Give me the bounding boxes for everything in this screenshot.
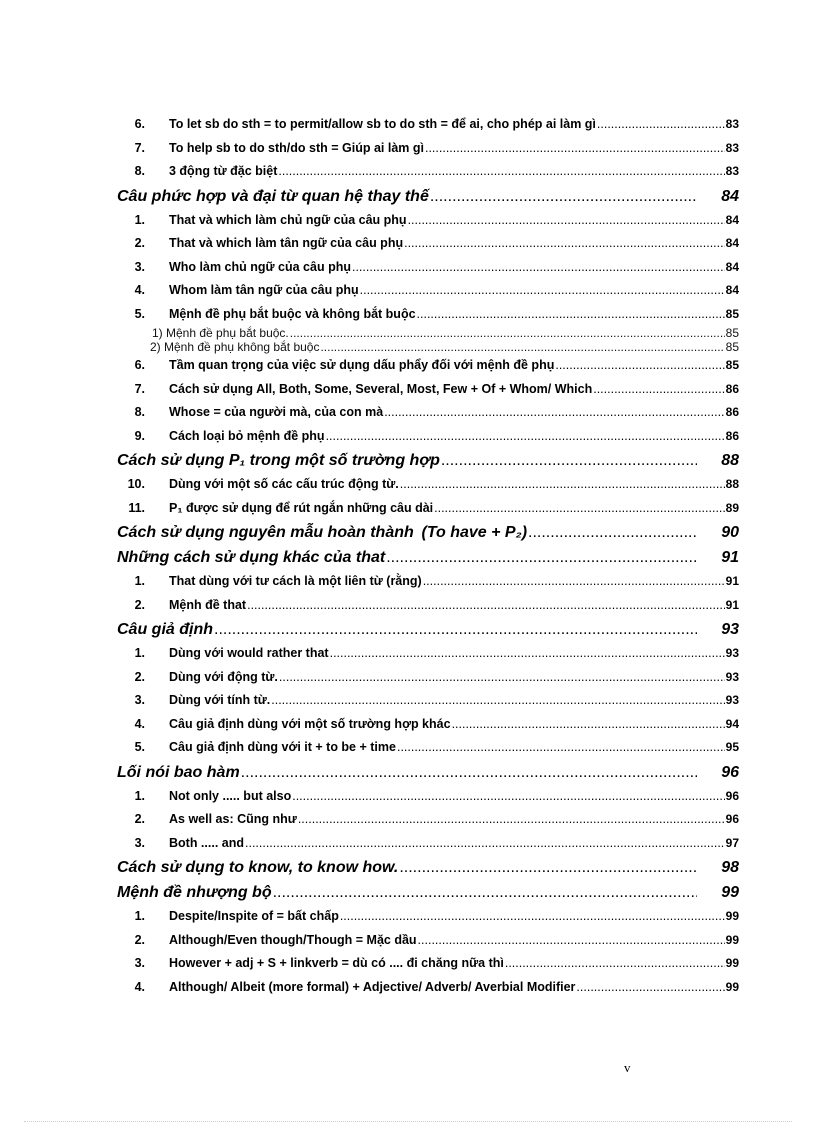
- toc-entry-label: Tầm quan trọng của việc sử dụng dấu phẩy đối với mệnh đề phụ: [169, 358, 555, 372]
- toc-entry-number: 8.: [134, 405, 145, 419]
- dot-leader: [298, 808, 725, 832]
- dot-leader: [214, 617, 697, 642]
- toc-entry-label: As well as: Cũng như: [169, 812, 297, 826]
- toc-entry[interactable]: [117, 473, 739, 497]
- toc-entry-page: 93: [725, 693, 739, 707]
- toc-entry-page: 84: [725, 212, 739, 227]
- dot-leader: [441, 448, 697, 473]
- toc-entry-label: To help sb to do sth/do sth = Giúp ai làm gì: [169, 140, 424, 155]
- toc-entry[interactable]: [117, 570, 739, 594]
- dot-leader: [271, 689, 724, 713]
- toc-section-heading[interactable]: [117, 545, 739, 570]
- dot-leader: [292, 785, 724, 809]
- dot-leader: [593, 378, 724, 402]
- toc-entry-label: Dùng với tính từ.: [169, 693, 271, 707]
- toc-entry-number: 1.: [134, 909, 145, 923]
- dot-leader: [528, 520, 697, 545]
- toc-entry-page: 94: [725, 716, 739, 731]
- toc-entry-page: 84: [725, 259, 739, 274]
- dot-leader: [245, 832, 725, 856]
- toc-entry[interactable]: [117, 976, 739, 1000]
- toc-entry-page: 84: [725, 236, 739, 250]
- toc-entry-label: However + adj + S + linkverb = dù có .... đi chăng nữa thì: [169, 956, 504, 970]
- toc-section-heading[interactable]: [117, 448, 739, 473]
- toc-section-heading[interactable]: [117, 184, 739, 209]
- dot-leader: [241, 760, 697, 785]
- toc-heading-page: 84: [721, 187, 739, 205]
- toc-heading-page: 91: [721, 549, 739, 566]
- page-number: v: [624, 1060, 631, 1075]
- toc-entry-number: 1.: [134, 574, 145, 588]
- toc-entry-label: Mệnh đề that: [169, 597, 247, 612]
- toc-entry-label: Who làm chủ ngữ của câu phụ: [169, 259, 351, 274]
- dot-leader: [399, 855, 697, 880]
- toc-entry-label: 3 động từ đặc biệt: [169, 164, 278, 178]
- toc-subentry-label: 2) Mệnh đề phụ không bắt buộc: [150, 340, 320, 354]
- dot-leader: [597, 113, 725, 137]
- toc-entry-label: That và which làm tân ngữ của câu phụ: [169, 236, 404, 250]
- dot-leader: [320, 340, 724, 354]
- toc-entry-page: 99: [725, 909, 739, 923]
- toc-entry-label: Not only ..... but also: [169, 788, 292, 803]
- toc-entry[interactable]: [117, 256, 739, 280]
- toc-entry[interactable]: [117, 279, 739, 303]
- toc-entry-number: 1.: [134, 788, 145, 803]
- toc-heading-label: Mệnh đề nhượng bộ: [117, 884, 272, 901]
- dot-leader: [408, 209, 725, 233]
- toc-entry-number: 4.: [134, 283, 145, 297]
- toc-entry-label: Although/Even though/Though = Mặc dầu: [169, 932, 417, 947]
- toc-entry-number: 7.: [134, 140, 145, 155]
- dot-leader: [278, 160, 724, 184]
- toc-entry[interactable]: [117, 785, 739, 809]
- toc-entry[interactable]: [117, 594, 739, 618]
- dot-leader: [386, 545, 697, 570]
- toc-entry-page: 83: [725, 140, 739, 155]
- toc-subentry-page: 85: [725, 326, 739, 340]
- dot-leader: [404, 232, 725, 256]
- toc-entry-label: Dùng với một số các cấu trúc động từ.: [169, 477, 399, 491]
- toc-entry-label: Whose = của người mà, của con mà: [169, 405, 384, 419]
- toc-entry-number: 4.: [134, 979, 145, 994]
- toc-entry-label: Dùng với would rather that: [169, 646, 329, 660]
- toc-entry[interactable]: [117, 160, 739, 184]
- toc-entry[interactable]: [117, 736, 739, 760]
- toc-entry[interactable]: [117, 137, 739, 161]
- toc-entry[interactable]: [117, 929, 739, 953]
- toc-subentry[interactable]: [117, 326, 739, 340]
- toc-entry-number: 6.: [134, 358, 145, 372]
- dot-leader: [425, 137, 725, 161]
- toc-entry[interactable]: [117, 808, 739, 832]
- toc-entry[interactable]: [117, 303, 739, 327]
- dot-leader: [273, 880, 697, 905]
- toc-entry-page: 91: [725, 597, 739, 612]
- toc-entry-page: 91: [725, 574, 739, 588]
- toc-entry-page: 99: [725, 979, 739, 994]
- toc-section-heading[interactable]: [117, 880, 739, 905]
- toc-entry[interactable]: [117, 905, 739, 929]
- dot-leader: [352, 256, 725, 280]
- toc-entry-page: 93: [725, 669, 739, 684]
- dot-leader: [400, 473, 725, 497]
- toc-entry-number: 5.: [134, 306, 145, 321]
- toc-entry-label: Mệnh đề phụ bắt buộc và không bắt buộc: [169, 306, 416, 321]
- toc-entry-label: P₁ được sử dụng để rút ngắn những câu dài: [169, 500, 434, 515]
- toc-entry-page: 99: [725, 932, 739, 947]
- dot-leader: [430, 184, 697, 209]
- toc-entry-number: 1.: [134, 212, 145, 227]
- toc-entry[interactable]: [117, 232, 739, 256]
- toc-entry-number: 4.: [134, 716, 145, 731]
- toc-entry-number: 9.: [134, 428, 145, 443]
- bottom-divider: [24, 1121, 792, 1122]
- toc-entry[interactable]: [117, 642, 739, 666]
- toc-entry[interactable]: [117, 497, 739, 521]
- toc-heading-label-formula: (To have + P₂): [421, 524, 528, 541]
- toc-entry[interactable]: [117, 832, 739, 856]
- toc-heading-page: 90: [721, 524, 739, 541]
- toc-section-heading[interactable]: [117, 760, 739, 785]
- toc-entry-label: That dùng với tư cách là một liên từ (rằng): [169, 574, 422, 588]
- toc-entry-label: Despite/Inspite of = bất chấp: [169, 909, 339, 923]
- toc-entry-page: 86: [725, 381, 739, 396]
- toc-heading-page: 96: [721, 763, 739, 781]
- toc-heading-page: 99: [721, 884, 739, 901]
- toc-entry-page: 85: [725, 306, 739, 321]
- dot-leader: [576, 976, 724, 1000]
- toc-entry-number: 3.: [134, 259, 145, 274]
- toc-heading-label: Cách sử dụng to know, to know how.: [117, 859, 399, 876]
- toc-entry-page: 93: [725, 646, 739, 660]
- toc-entry[interactable]: [117, 401, 739, 425]
- toc-entry-page: 89: [725, 500, 739, 515]
- toc-subentry[interactable]: [117, 340, 739, 354]
- toc-entry-page: 85: [725, 358, 739, 372]
- toc-subentry-label: 1) Mệnh đề phụ bắt buộc.: [152, 326, 289, 340]
- toc-entry-page: 83: [725, 117, 739, 131]
- toc-entry-label: Cách loại bỏ mệnh đề phụ: [169, 428, 325, 443]
- dot-leader: [247, 594, 725, 618]
- toc-entry[interactable]: [117, 209, 739, 233]
- toc-entry-number: 3.: [134, 835, 145, 850]
- toc-entry-number: 6.: [134, 117, 145, 131]
- dot-leader: [340, 905, 725, 929]
- toc-entry-page: 83: [725, 164, 739, 178]
- dot-leader: [505, 952, 725, 976]
- toc-entry-label: To let sb do sth = to permit/allow sb to do sth = để ai, cho phép ai làm gì: [169, 117, 596, 131]
- toc-entry-label: That và which làm chủ ngữ của câu phụ: [169, 212, 407, 227]
- toc-entry-number: 5.: [134, 740, 145, 754]
- toc-heading-label: Câu giả định: [117, 621, 213, 638]
- dot-leader: [397, 736, 725, 760]
- toc-entry-page: 96: [725, 812, 739, 826]
- toc-entry-page: 96: [725, 788, 739, 803]
- toc-heading-page: 98: [721, 859, 739, 876]
- toc-heading-label: Lối nói bao hàm: [117, 763, 240, 781]
- toc-entry[interactable]: [117, 378, 739, 402]
- toc-entry-page: 99: [725, 956, 739, 970]
- toc-entry-page: 86: [725, 405, 739, 419]
- toc-section-heading[interactable]: [117, 855, 739, 880]
- dot-leader: [384, 401, 724, 425]
- dot-leader: [418, 929, 725, 953]
- toc-entry-label: Whom làm tân ngữ của câu phụ: [169, 283, 359, 297]
- toc-section-heading[interactable]: [117, 617, 739, 642]
- toc-entry-label: Both ..... and: [169, 835, 244, 850]
- toc-entry-number: 10.: [127, 477, 145, 491]
- toc-entry-number: 2.: [134, 236, 145, 250]
- toc-entry-number: 2.: [134, 932, 145, 947]
- toc-heading-label: Cách sử dụng nguyên mẫu hoàn thành: [117, 524, 414, 541]
- toc-entry-number: 2.: [134, 597, 145, 612]
- toc-entry[interactable]: [117, 713, 739, 737]
- toc-entry[interactable]: [117, 113, 739, 137]
- toc-entry-number: 8.: [134, 164, 145, 178]
- toc-entry-number: 7.: [134, 381, 145, 396]
- toc-entry-label: Although/ Albeit (more formal) + Adjective/ Adverb/ Averbial Modifier: [169, 979, 576, 994]
- toc-entry-label: Dùng với động từ.: [169, 669, 278, 684]
- toc-entry-number: 2.: [134, 669, 145, 684]
- toc-entry-number: 11.: [128, 500, 145, 515]
- dot-leader: [417, 303, 725, 327]
- toc-heading-page: 88: [721, 452, 739, 469]
- table-of-contents: [117, 113, 739, 999]
- toc-entry-number: 2.: [134, 812, 145, 826]
- toc-entry-label: Câu giả định dùng với it + to be + time: [169, 740, 396, 754]
- dot-leader: [452, 713, 725, 737]
- dot-leader: [326, 425, 725, 449]
- toc-entry-page: 86: [725, 428, 739, 443]
- toc-entry-number: 3.: [134, 956, 145, 970]
- toc-entry-page: 95: [725, 740, 739, 754]
- toc-entry-page: 97: [725, 835, 739, 850]
- toc-heading-page: 93: [721, 621, 739, 638]
- toc-entry-page: 84: [725, 283, 739, 297]
- toc-entry[interactable]: [117, 952, 739, 976]
- toc-heading-label: Cách sử dụng P₁ trong một số trường hợp: [117, 452, 440, 469]
- dot-leader: [279, 666, 725, 690]
- toc-heading-label: Câu phức hợp và đại từ quan hệ thay thế: [117, 187, 429, 205]
- toc-heading-label: Những cách sử dụng khác của that: [117, 549, 386, 566]
- toc-entry[interactable]: [117, 354, 739, 378]
- toc-entry[interactable]: [117, 666, 739, 690]
- toc-entry-number: 1.: [134, 646, 145, 660]
- dot-leader: [555, 354, 724, 378]
- toc-entry-label: Cách sử dụng All, Both, Some, Several, Most, Few + Of + Whom/ Which: [169, 381, 593, 396]
- dot-leader: [330, 642, 725, 666]
- toc-entry-label: Câu giả định dùng với một số trường hợp khác: [169, 716, 451, 731]
- dot-leader: [290, 326, 725, 340]
- dot-leader: [423, 570, 725, 594]
- toc-entry-page: 88: [725, 477, 739, 491]
- dot-leader: [360, 279, 725, 303]
- toc-subentry-page: 85: [725, 340, 739, 354]
- toc-entry-number: 3.: [134, 693, 145, 707]
- toc-entry[interactable]: [117, 689, 739, 713]
- toc-section-heading[interactable]: [117, 520, 739, 545]
- toc-entry[interactable]: [117, 425, 739, 449]
- dot-leader: [434, 497, 725, 521]
